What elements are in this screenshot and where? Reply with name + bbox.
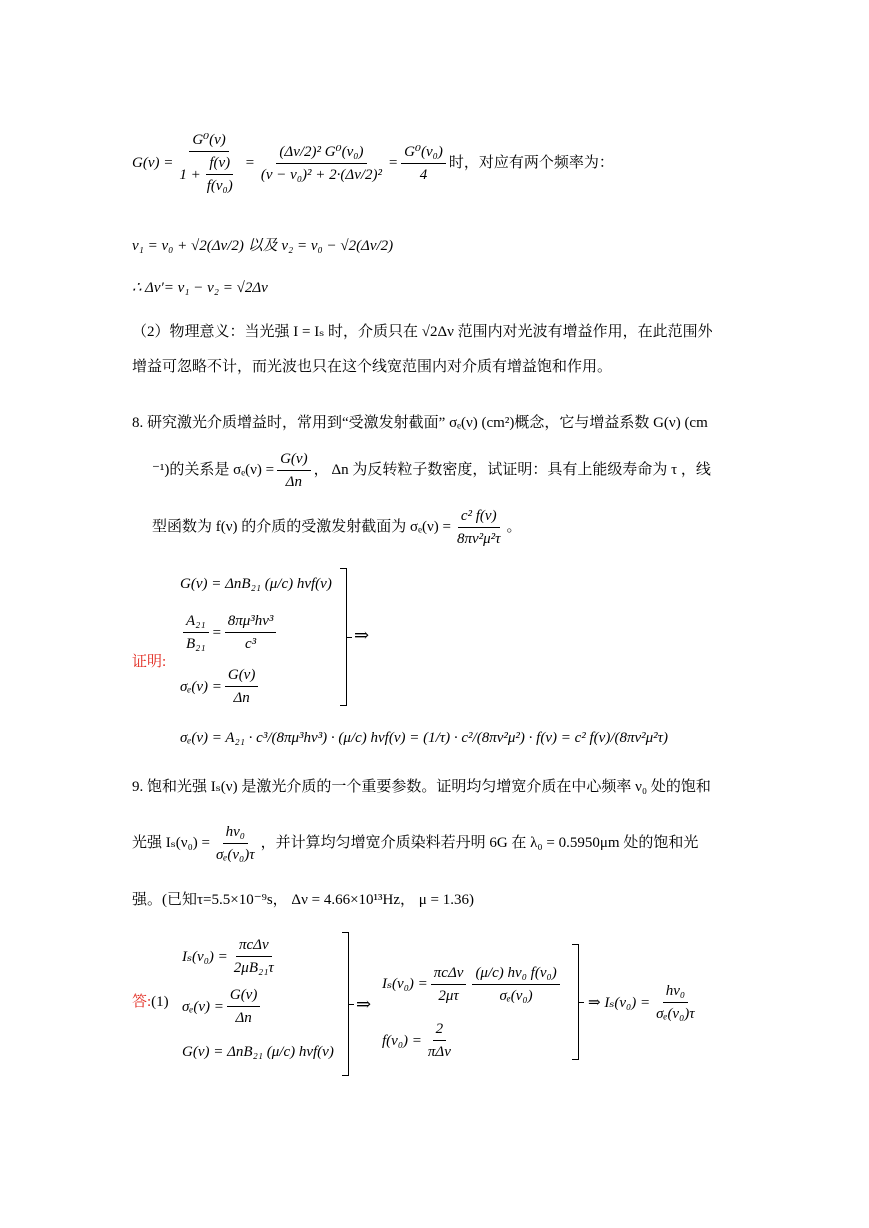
gain-frac-3: $\frac{\text{G⁰(ν₀)}}{4}$ [401, 143, 446, 184]
answer-brace-2 [572, 944, 579, 1060]
q9-line1: 9. 饱和光强 Iₛ(ν) 是激光介质的一个重要参数。证明均匀增宽介质在中心频率 ν₀ 处的饱和 [132, 779, 711, 795]
q8-line3: 型函数为 f(ν) 的介质的受激发射截面为 σₑ(ν) = $\frac{\text{c² f(ν)}}{\text{8πν²μ²τ}}$ 。 [152, 507, 522, 547]
proof-eq3: σₑ(ν) = $\frac{G(\nu)}{\Delta n}$ [180, 666, 261, 707]
answer-mid1: Iₛ(ν₀) = $\frac{\text{πcΔν}}{2\mu\tau}$ $\frac{\text{(μ/c) hν₀ f(ν₀)}}{\text{σₑ(ν₀)}}$ [382, 952, 563, 1016]
q9-line3: 强。(已知τ=5.5×10⁻⁹s， Δν = 4.66×10¹³Hz， μ = 1.36) [132, 892, 475, 908]
answer-arrow: ⇒ [356, 994, 372, 1014]
proof-brace [340, 568, 347, 706]
q8-line2: ⁻¹)的关系是 σₑ(ν) = $\frac{G(\nu)}{\Delta n}$ ， Δn 为反转粒子数密度，试证明：具有上能级寿命为 τ ，线 [152, 450, 711, 490]
physical-meaning-line2: 增益可忽略不计，而光波也只在这个线宽范围内对介质有增益饱和作用。 [132, 359, 613, 375]
gain-suffix: 时，对应有两个频率为： [448, 155, 614, 171]
answer-eq3: G(ν) = ΔnB₂₁ (μ/c) hνf(ν) [182, 1044, 334, 1060]
gain-frac-2: $\frac{\text{(Δν/2)² G⁰(ν₀)}}{\text{(ν − ν₀)² + 2·(Δν/2)²}}$ [260, 143, 383, 183]
gain-frac-1: G⁰(ν) 1 + $\frac{f(\nu)}{\text{f(ν₀)}}$ [179, 132, 233, 194]
answer-eq1: Iₛ(ν₀) = $\frac{\text{πcΔν}}{\text{2μB₂₁τ}}$ [182, 937, 274, 976]
gain-lhs: G(ν) = [132, 155, 174, 171]
proof-label: 证明: [132, 654, 167, 670]
physical-meaning-line1: （2）物理意义：当光强 I = Iₛ 时，介质只在 √2Δν 范围内对光波有增益作用，在此范围外 [132, 324, 713, 340]
answer-brace-1 [342, 932, 349, 1076]
answer-mid2: f(ν₀) = $\frac{2}{\text{πΔν}}$ [382, 1021, 451, 1060]
proof-eq2: $\frac{\text{A₂₁}}{\text{B₂₁}}$ = $\frac{\text{8πμ³hν³}}{\text{c³}}$ [180, 612, 279, 653]
therefore-line: ∴ Δν′= ν₁ − ν₂ = √2Δν [132, 280, 268, 296]
answer-label: 答:(1) [132, 994, 169, 1010]
answer-eq2: σₑ(ν) = $\frac{G(\nu)}{\Delta n}$ [182, 986, 263, 1027]
q8-line1: 8. 研究激光介质增益时，常用到“受激发射截面” σₑ(ν) (cm²)概念，它与增益系数 G(ν) (cm [132, 415, 708, 431]
proof-eq1: G(ν) = ΔnB₂₁ (μ/c) hνf(ν) [180, 576, 332, 592]
proof-result: σₑ(ν) = A₂₁ · c³/(8πμ³hν³) · (μ/c) hνf(ν) = (1/τ) · c²/(8πν²μ²) · f(ν) = c² f(ν)/(8πν²μ²τ) [180, 730, 669, 746]
q9-line2: 光强 Iₛ(ν₀) = $\frac{\text{hν₀}}{\text{σₑ(ν₀)τ}}$ ，并计算均匀增宽介质染料若丹明 6G 在 λ₀ = 0.5950μm 处的饱和光 [132, 823, 699, 863]
answer-final: ⇒ Iₛ(ν₀) = $\frac{\text{hν₀}}{\text{σₑ(ν₀)τ}}$ [588, 983, 695, 1022]
proof-arrow: ⇒ [354, 625, 370, 645]
gain-equation: G(ν) = G⁰(ν) 1 + $\frac{f(\nu)}{\text{f(ν₀)}}$ = $\frac{\text{(Δν/2)² G⁰(ν₀)}}{\text{(ν − ν₀)² + 2·(Δν/2)²}}$ = $\frac{\text{G⁰(ν₀)}}{4}$ 时，对应有两个频率为： [132, 132, 614, 194]
nu-frequencies: ν₁ = ν₀ + √2(Δν/2) 以及 ν₂ = ν₀ − √2(Δν/2) [132, 238, 394, 254]
